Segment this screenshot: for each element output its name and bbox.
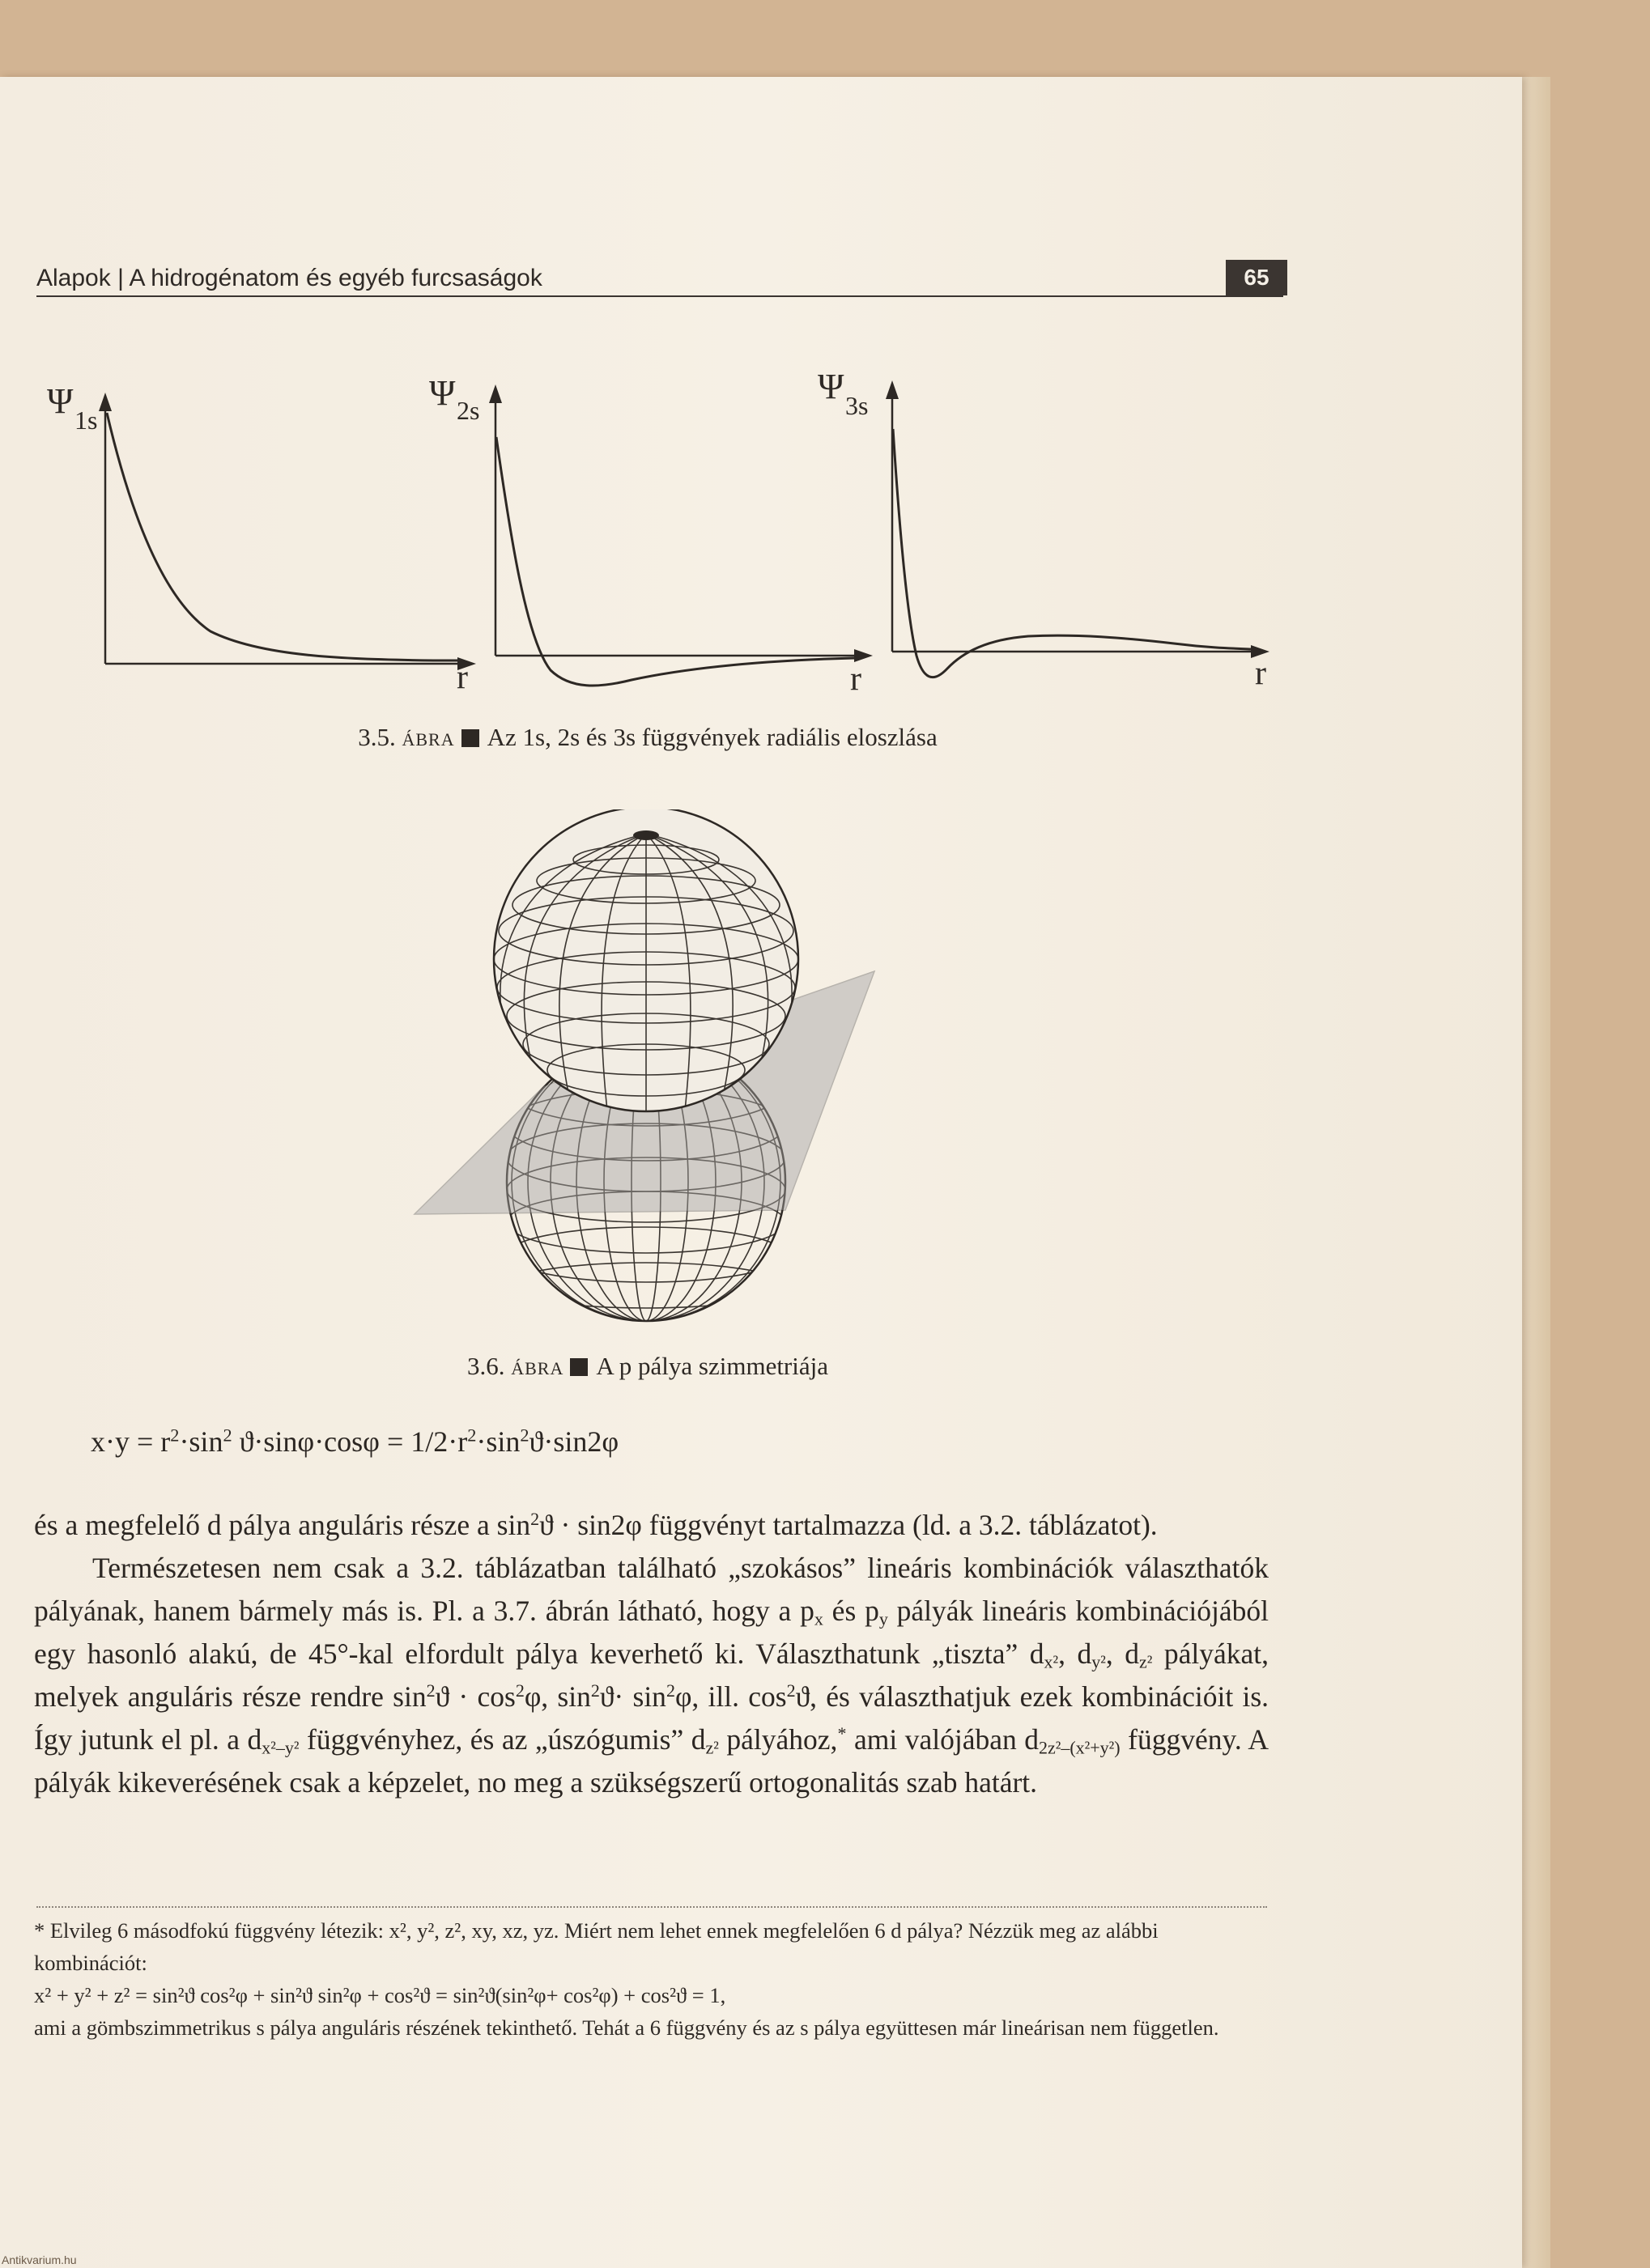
plot-3s-ylabel: Ψ	[818, 372, 844, 406]
caption-bullet-square-2	[570, 1358, 588, 1376]
equation-xy	[91, 1425, 619, 1459]
watermark: Antikvarium.hu	[2, 2253, 77, 2266]
plot-3s	[818, 372, 1271, 696]
p2-sup: 2	[786, 1680, 796, 1701]
page-number: 65	[1226, 260, 1287, 295]
p2-c: pályák lineáris kombinációjából egy hasonló alakú, de 45°-kal elfordult pálya keverhető ki. Választhatunk „tiszta” d	[34, 1595, 1269, 1670]
caption-3-5-word: ÁBRA	[402, 729, 455, 750]
eq-part-b: ·sin	[179, 1425, 223, 1458]
p2-f: pályákat, melyek anguláris része rendre sin	[34, 1637, 1269, 1713]
figure-3-6-caption	[0, 1352, 1295, 1381]
eq-sup: 2	[223, 1425, 232, 1446]
footnote-marker: *	[837, 1722, 847, 1743]
plot-2s	[421, 372, 874, 696]
p2-b: és p	[823, 1595, 879, 1627]
p2-sub: x²–y²	[262, 1737, 300, 1758]
plot-1s-xlabel-wrap	[453, 657, 486, 698]
footnote	[34, 1914, 1269, 2044]
plot-2s-ysub: 2s	[457, 396, 480, 425]
pole-dot	[633, 830, 659, 840]
p2-sup: 2	[666, 1680, 675, 1701]
p2-k: ϑ, és választhatjuk ezek kombinációit is. Így jutunk el pl. a d	[34, 1680, 1269, 1756]
p1-a: és a megfelelő d pálya anguláris része a sin	[34, 1509, 531, 1541]
p2-sup: 2	[590, 1680, 600, 1701]
p1-b: ϑ · sin2φ függvényt tartalmazza (ld. a 3.2. táblázatot).	[539, 1509, 1158, 1541]
p2-o: függvény. A pályák kikeverésének csak a képzelet, no meg a szükségszerű ortogonalitás szab határt.	[34, 1723, 1269, 1799]
p2-g: ϑ · cos	[435, 1680, 516, 1713]
paragraph-2	[34, 1547, 1269, 1804]
p2-sub: z²	[705, 1737, 719, 1758]
p2-j: φ, ill. cos	[674, 1680, 787, 1713]
p2-sub: x	[814, 1608, 823, 1629]
caption-bullet-square	[461, 729, 479, 747]
plot-1s	[32, 372, 486, 696]
eq-sup: 2	[170, 1425, 180, 1446]
p1-sup: 2	[530, 1508, 540, 1529]
footnote-line-1: * Elvileg 6 másodfokú függvény létezik: x², y², z², xy, xz, yz. Miért nem lehet ennek megfelelően 6 d pálya? Nézzük meg az alábbi kombinációt:	[34, 1918, 1159, 1975]
p2-d: , d	[1058, 1637, 1092, 1670]
plot-1s-ysub: 1s	[74, 406, 98, 435]
p2-sub: y	[878, 1608, 888, 1629]
eq-part-d: ·sin	[476, 1425, 521, 1458]
p2-a: Természetesen nem csak a 3.2. táblázatban található „szokásos” lineáris kombinációk választhatók pályának, hanem bármely más is. Pl. a 3.7. ábrán látható, hogy a p	[34, 1552, 1269, 1627]
p2-sub: x²	[1044, 1651, 1059, 1672]
eq-sup: 2	[467, 1425, 477, 1446]
eq-part-e: ϑ·sin2φ	[529, 1425, 619, 1458]
page-header	[36, 247, 1283, 297]
footnote-divider	[36, 1906, 1267, 1908]
caption-3-5-text: Az 1s, 2s és 3s függvények radiális eloszlása	[487, 723, 938, 751]
p2-e: , d	[1105, 1637, 1140, 1670]
caption-3-6-text: A p pálya szimmetriája	[596, 1352, 829, 1380]
paragraph-1	[34, 1504, 1269, 1547]
p2-n: ami valójában d	[846, 1723, 1039, 1756]
p2-sub: z²	[1139, 1651, 1153, 1672]
footnote-line-2: x² + y² + z² = sin²ϑ cos²φ + sin²ϑ sin²φ + cos²ϑ = sin²ϑ(sin²φ+ cos²φ) + cos²ϑ = 1,	[34, 1983, 726, 2007]
body-text	[34, 1504, 1269, 1804]
caption-3-6-word: ÁBRA	[511, 1358, 564, 1378]
p-orbital-figure	[405, 809, 907, 1344]
caption-3-5-num: 3.5.	[358, 723, 396, 751]
p2-sub: y²	[1091, 1651, 1106, 1672]
eq-part-c: ϑ·sinφ·cosφ = 1/2·r	[232, 1425, 468, 1458]
caption-3-6-num: 3.6.	[466, 1352, 505, 1380]
plot-2s-ylabel: Ψ	[429, 373, 456, 413]
eq-part-a: x·y = r	[91, 1425, 171, 1458]
p2-i: ϑ· sin	[599, 1680, 666, 1713]
p2-sub: 2z²–(x²+y²)	[1038, 1737, 1121, 1758]
plot-3s-xlabel: r	[1255, 655, 1266, 692]
p2-h: φ, sin	[524, 1680, 591, 1713]
plot-3s-ysub: 3s	[845, 391, 869, 420]
footnote-line-3: ami a gömbszimmetrikus s pálya anguláris részének tekinthető. Tehát a 6 függvény és az s pálya együttesen már lineárisan nem független.	[34, 2015, 1219, 2040]
p2-l: függvényhez, és az „úszógumis” d	[299, 1723, 706, 1756]
eq-sup: 2	[520, 1425, 529, 1446]
figure-3-5-caption	[0, 723, 1295, 752]
plot-1s-xlabel: r	[457, 659, 468, 696]
p2-m: pályához,	[718, 1723, 838, 1756]
plot-1s-ylabel: Ψ	[47, 381, 74, 421]
p2-sup: 2	[515, 1680, 525, 1701]
plot-2s-xlabel: r	[850, 660, 861, 696]
running-head: Alapok | A hidrogénatom és egyéb furcsaságok	[36, 265, 542, 291]
p2-sup: 2	[426, 1680, 436, 1701]
